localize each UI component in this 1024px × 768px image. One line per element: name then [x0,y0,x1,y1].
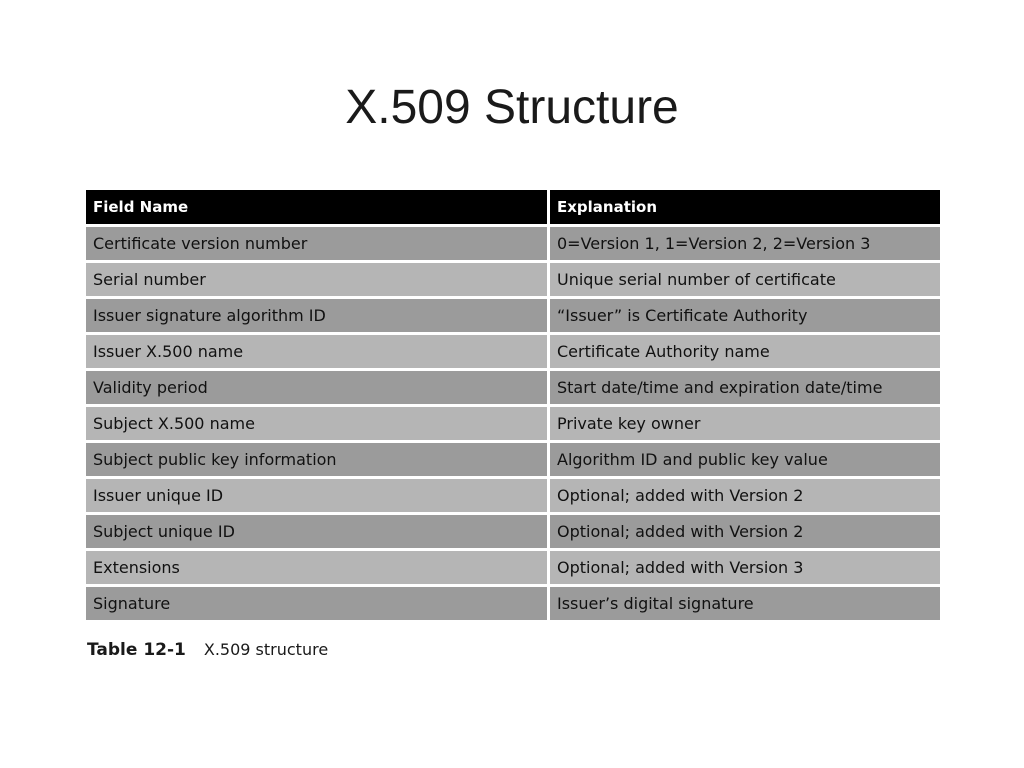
field-name-cell: Validity period [86,371,547,404]
field-name-cell: Issuer unique ID [86,479,547,512]
field-name-cell: Subject public key information [86,443,547,476]
table-row [86,299,939,332]
explanation-cell: Start date/time and expiration date/time [550,371,940,404]
explanation-cell: Optional; added with Version 2 [550,479,940,512]
table-row [86,587,939,620]
explanation-cell: “Issuer” is Certificate Authority [550,299,940,332]
table-row [86,551,939,584]
table-row [86,407,939,440]
field-name-cell: Extensions [86,551,547,584]
explanation-cell: Certificate Authority name [550,335,940,368]
caption-label: Table 12-1 [87,640,186,660]
explanation-cell: Algorithm ID and public key value [550,443,940,476]
table-header-row [86,190,939,224]
field-name-cell: Signature [86,587,547,620]
explanation-cell: Issuer’s digital signature [550,587,940,620]
table-row [86,515,939,548]
explanation-cell: 0=Version 1, 1=Version 2, 2=Version 3 [550,227,940,260]
header-explanation: Explanation [550,190,940,224]
table-row [86,443,939,476]
explanation-cell: Unique serial number of certificate [550,263,940,296]
explanation-cell: Private key owner [550,407,940,440]
table-caption [87,640,328,660]
explanation-cell: Optional; added with Version 3 [550,551,940,584]
slide-title: X.509 Structure [345,81,679,134]
header-field-name: Field Name [86,190,547,224]
field-name-cell: Subject X.500 name [86,407,547,440]
table-row [86,479,939,512]
field-name-cell: Issuer signature algorithm ID [86,299,547,332]
table-row [86,335,939,368]
field-name-cell: Issuer X.500 name [86,335,547,368]
field-name-cell: Serial number [86,263,547,296]
table-row [86,263,939,296]
explanation-cell: Optional; added with Version 2 [550,515,940,548]
field-name-cell: Subject unique ID [86,515,547,548]
x509-table [86,190,939,623]
caption-text: X.509 structure [203,640,329,659]
field-name-cell: Certificate version number [86,227,547,260]
table-row [86,227,939,260]
table-row [86,371,939,404]
